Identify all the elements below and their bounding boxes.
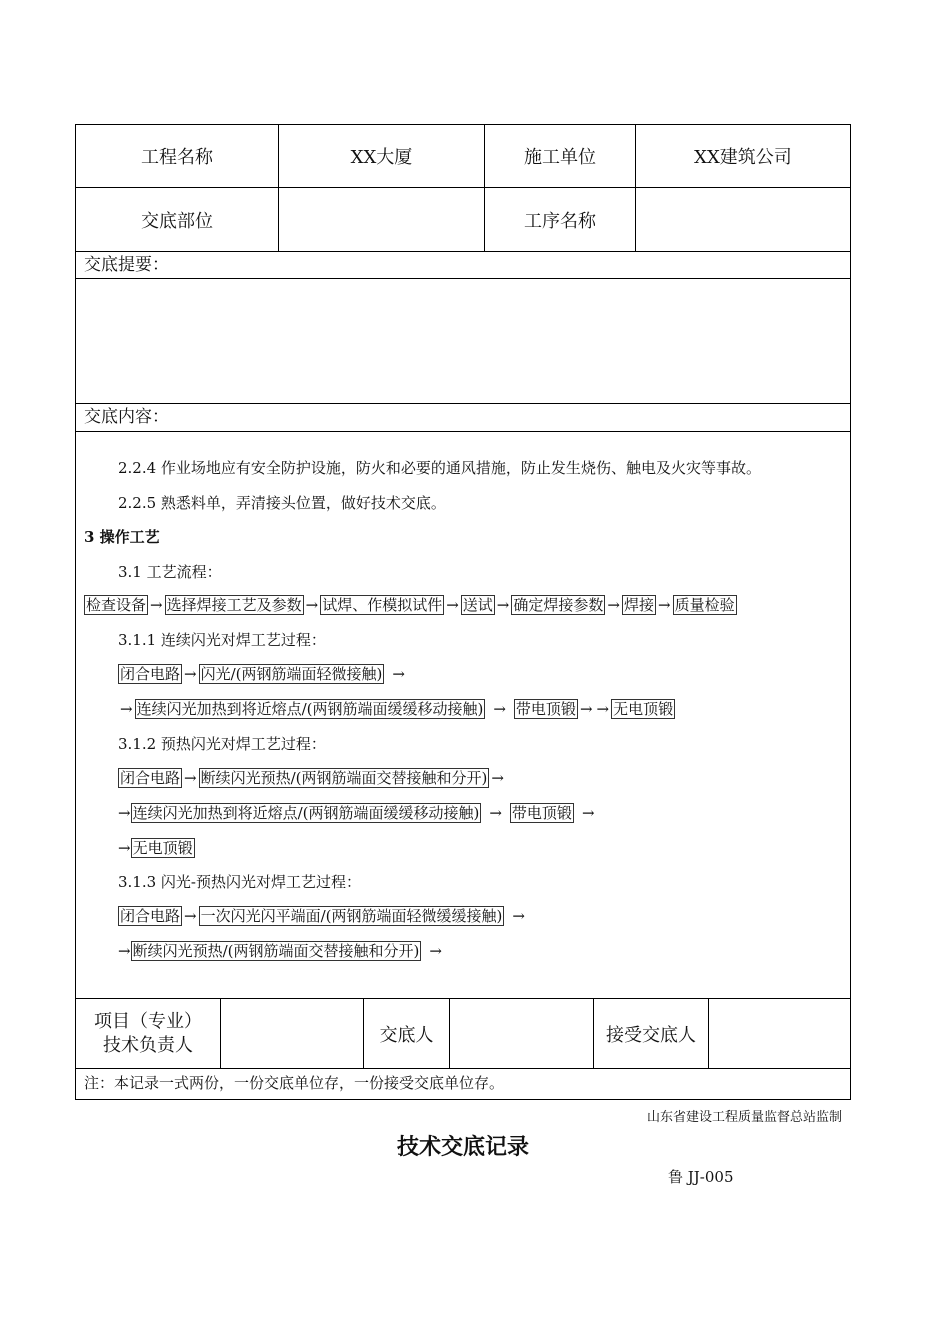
arrow: → <box>607 596 620 614</box>
flow-step: 无电顶锻 <box>132 839 193 857</box>
arrow: → <box>118 804 131 822</box>
arrow: → <box>120 700 133 718</box>
flow-step: 断续闪光预热/(两钢筋端面交替接触和分开) <box>200 769 488 787</box>
form-code: 鲁 JJ-005 <box>668 1168 734 1186</box>
row-divider <box>75 403 851 404</box>
flow-3-1-3-line-1 <box>118 906 533 926</box>
flow-step: 送试 <box>462 596 493 614</box>
arrow: → <box>512 907 525 925</box>
arrow: → <box>429 942 442 960</box>
flow-step: 断续闪光预热/(两钢筋端面交替接触和分开) <box>132 942 420 960</box>
table-border-left <box>75 124 76 1099</box>
table-border-right <box>850 124 851 1099</box>
paragraph-3-1-1: 3.1.1 连续闪光对焊工艺过程： <box>118 631 326 649</box>
project-name-label: 工程名称 <box>141 147 213 168</box>
row-divider <box>75 431 851 432</box>
flow-3-1-2-line-1 <box>118 768 506 788</box>
table-border-bottom <box>75 1099 851 1100</box>
flow-step: 闭合电路 <box>120 769 181 787</box>
arrow: → <box>392 665 405 683</box>
arrow: → <box>496 596 510 614</box>
process-name-field[interactable] <box>636 188 850 251</box>
tech-lead-label-line-1: 项目（专业） <box>94 1010 202 1032</box>
flow-3-1-1-line-1 <box>118 664 413 684</box>
paragraph-2-2-5: 2.2.5 熟悉料单，弄清接头位置，做好技术交底。 <box>118 494 446 512</box>
arrow: → <box>184 769 197 787</box>
flow-step: 确定焊接参数 <box>513 596 604 614</box>
summary-label: 交底提要： <box>84 255 169 275</box>
flow-step: 闪光/(两钢筋端面轻微接触) <box>200 665 383 683</box>
process-name-label: 工序名称 <box>524 210 596 232</box>
flow-step: 焊接 <box>623 596 654 614</box>
flow-3-1-1-line-2 <box>118 699 675 719</box>
flow-3-1 <box>84 595 737 615</box>
paragraph-3-1: 3.1 工艺流程： <box>118 563 222 581</box>
flow-step: 带电顶锻 <box>511 804 572 822</box>
arrow: → <box>118 942 131 960</box>
tech-lead-label-line-2: 技术负责人 <box>103 1034 193 1056</box>
supervisor-credit: 山东省建设工程质量监督总站监制 <box>646 1110 842 1125</box>
arrow: → <box>493 700 506 718</box>
flow-step: 无电顶锻 <box>613 700 674 718</box>
tech-lead-label <box>76 999 220 1068</box>
flow-3-1-3-line-2 <box>118 941 450 961</box>
flow-step: 带电顶锻 <box>515 700 576 718</box>
flow-step: 闭合电路 <box>120 907 181 925</box>
summary-field[interactable] <box>76 279 850 403</box>
discloser-field[interactable] <box>450 999 593 1068</box>
arrow: → <box>489 804 502 822</box>
row-divider <box>75 251 851 252</box>
flow-step: 质量检验 <box>674 596 735 614</box>
arrow: → <box>305 596 319 614</box>
document-title: 技术交底记录 <box>396 1135 529 1160</box>
construction-unit-label: 施工单位 <box>524 147 596 168</box>
disclosure-part-field[interactable] <box>279 188 484 251</box>
paragraph-3-1-3: 3.1.3 闪光-预热闪光对焊工艺过程： <box>118 873 362 891</box>
row-divider <box>75 1068 851 1069</box>
arrow: → <box>446 596 459 614</box>
arrow: → <box>184 665 197 683</box>
receiver-label: 接受交底人 <box>606 1024 696 1046</box>
section-heading-3: 3 操作工艺 <box>84 528 160 546</box>
flow-step: 试焊、作模拟试件 <box>322 596 443 614</box>
discloser-label: 交底人 <box>379 1024 434 1046</box>
construction-unit-field[interactable]: XX建筑公司 <box>694 147 792 168</box>
record-note: 注：本记录一式两份，一份交底单位存，一份接受交底单位存。 <box>84 1074 505 1092</box>
content-label: 交底内容： <box>84 407 169 427</box>
arrow: → <box>596 700 610 718</box>
arrow: → <box>657 596 671 614</box>
flow-3-1-2-line-3 <box>118 838 195 858</box>
flow-step: 一次闪光闪平端面/(两钢筋端面轻微缓缓接触) <box>200 907 503 925</box>
flow-step: 连续闪光加热到将近熔点/(两钢筋端面缓缓移动接触) <box>136 700 484 718</box>
arrow: → <box>581 804 595 822</box>
arrow: → <box>118 839 131 857</box>
flow-step: 检查设备 <box>86 596 147 614</box>
tech-lead-field[interactable] <box>221 999 363 1068</box>
paragraph-3-1-2: 3.1.2 预热闪光对焊工艺过程： <box>118 735 326 753</box>
arrow: → <box>184 907 197 925</box>
flow-step: 连续闪光加热到将近熔点/(两钢筋端面缓缓移动接触) <box>132 804 480 822</box>
flow-step: 闭合电路 <box>120 665 181 683</box>
paragraph-2-2-4: 2.2.4 作业场地应有安全防护设施，防火和必要的通风措施，防止发生烧伤、触电及火灾等事故。 <box>118 459 761 477</box>
arrow: → <box>150 596 163 614</box>
flow-3-1-2-line-2 <box>118 803 603 823</box>
arrow: → <box>491 769 504 787</box>
disclosure-part-label: 交底部位 <box>141 210 213 232</box>
flow-step: 选择焊接工艺及参数 <box>166 596 302 614</box>
receiver-field[interactable] <box>709 999 850 1068</box>
project-name-field[interactable]: XX大厦 <box>350 147 413 168</box>
arrow: → <box>579 700 593 718</box>
